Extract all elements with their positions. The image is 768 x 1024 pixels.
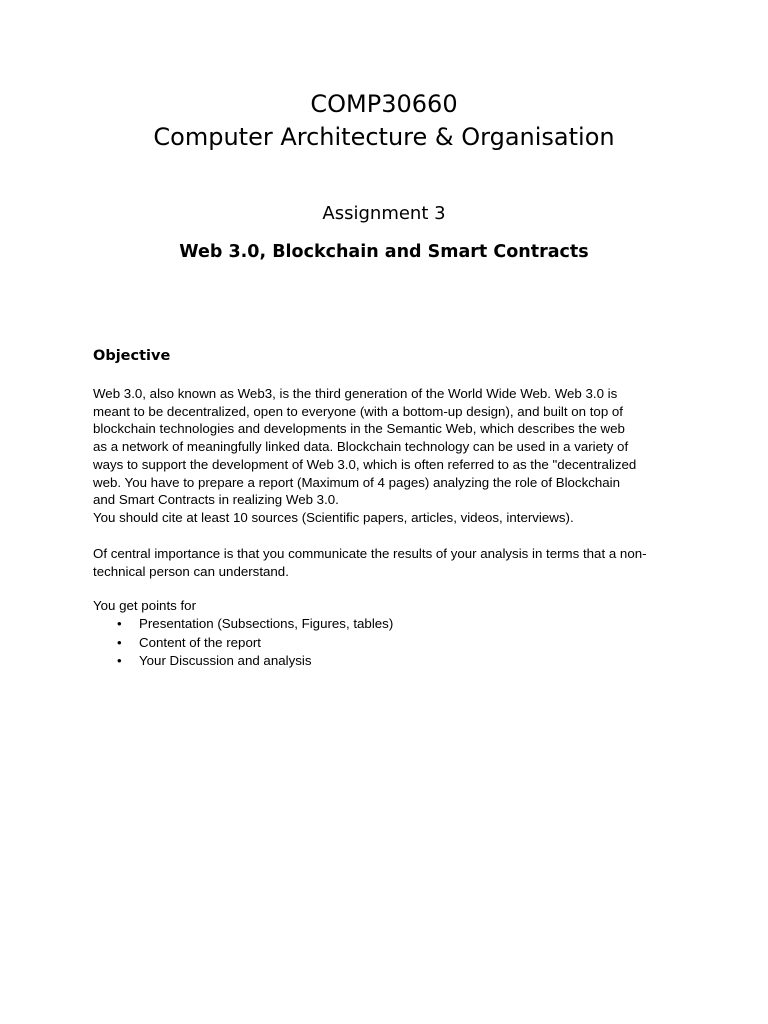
assignment-label: Assignment 3: [322, 203, 446, 224]
list-item: [93, 652, 393, 671]
points-intro: You get points for: [93, 598, 197, 613]
paragraph-line: Web 3.0, also known as Web3, is the third generation of the World Wide Web. Web 3.0 is: [93, 386, 618, 401]
list-item-text: Your Discussion and analysis: [139, 653, 312, 669]
paragraph-line: Of central importance is that you communicate the results of your analysis in terms that a non-: [93, 546, 647, 561]
paragraph-line: ways to support the development of Web 3.0, which is often referred to as the "decentralized: [93, 456, 637, 472]
paragraph-line: web. You have to prepare a report (Maximum of 4 pages) analyzing the role of Blockchain: [93, 474, 621, 490]
paragraph-line: meant to be decentralized, open to everyone (with a bottom-up design), and built on top of: [93, 403, 623, 419]
bullet-icon: •: [117, 653, 122, 669]
paragraph-line: as a network of meaningfully linked data. Blockchain technology can be used in a variety of: [93, 439, 629, 455]
list-item-text: Content of the report: [139, 634, 261, 650]
paragraph-line: You should cite at least 10 sources (Scientific papers, articles, videos, interviews).: [93, 509, 574, 525]
assignment-topic: Web 3.0, Blockchain and Smart Contracts: [179, 242, 589, 262]
paragraph-line: and Smart Contracts in realizing Web 3.0.: [93, 492, 339, 508]
objective-paragraph: [93, 385, 683, 527]
list-item: [93, 615, 393, 634]
bullet-icon: •: [117, 616, 122, 631]
objective-heading: Objective: [93, 348, 171, 364]
paragraph-line: blockchain technologies and developments in the Semantic Web, which describes the web: [93, 421, 625, 437]
list-item: [93, 634, 393, 653]
course-code: COMP30660: [310, 90, 458, 118]
list-item-text: Presentation (Subsections, Figures, tables): [139, 616, 394, 631]
bullet-icon: •: [117, 634, 122, 650]
course-title: Computer Architecture & Organisation: [153, 123, 615, 151]
importance-paragraph: [93, 545, 683, 580]
points-list: [93, 615, 393, 671]
paragraph-line: technical person can understand.: [93, 563, 289, 579]
